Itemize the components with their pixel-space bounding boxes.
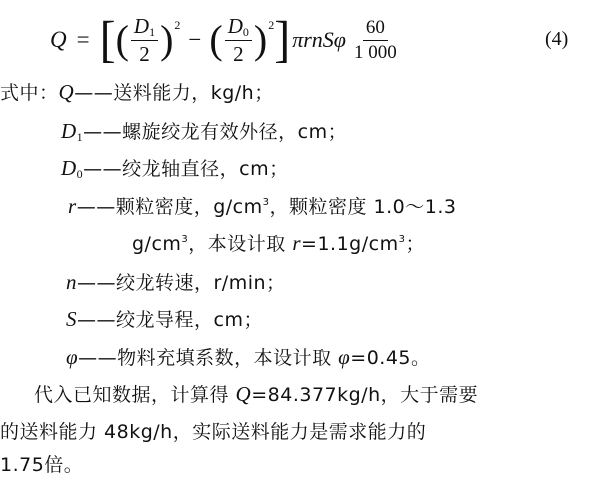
- def-r-cont-line: [132, 229, 425, 256]
- def-d0-sub: 0: [76, 167, 84, 181]
- para-line1-b: =84.377kg/h，大于需要: [251, 384, 479, 406]
- eq-d0-var: D: [227, 13, 243, 38]
- def-r-line: [68, 192, 456, 219]
- def-intro: 式中：: [0, 82, 59, 104]
- def-d1-text: ——螺旋绞龙有效外径，cm；: [83, 121, 348, 143]
- eq-frac-d0-numerator: [225, 15, 252, 42]
- def-phi-var-2: φ: [338, 345, 351, 369]
- def-d1-sub: 1: [76, 130, 84, 144]
- def-d0-text: ——绞龙轴直径，cm；: [83, 158, 289, 180]
- eq-bracket-open: [: [99, 11, 116, 68]
- def-r-cont-2: ，本设计取: [188, 233, 293, 255]
- eq-frac-d1-numerator: [131, 15, 158, 42]
- def-r-cont-3: =1.1g/cm: [301, 233, 399, 255]
- eq-frac-1000: 1 000: [353, 41, 397, 63]
- eq-minus: −: [188, 27, 202, 52]
- equation-number: (4): [545, 28, 569, 50]
- def-r-var: r: [68, 194, 77, 218]
- def-r-sup-1: 3: [262, 197, 270, 208]
- def-d1-var: D: [61, 119, 77, 143]
- def-s-var: S: [66, 307, 77, 331]
- def-r-cont-1: g/cm: [132, 233, 182, 255]
- def-phi-text-2: =0.45。: [350, 347, 431, 369]
- eq-paren-close-1: ): [160, 17, 174, 62]
- def-r-text-1: ——颗粒密度，g/cm: [76, 196, 263, 218]
- eq-frac-d1-over-2: [131, 15, 158, 66]
- eq-lhs-q: Q: [50, 27, 67, 52]
- def-d1-line: [61, 117, 347, 145]
- def-phi-var: φ: [66, 345, 79, 369]
- eq-frac-60-over-1000: [354, 18, 397, 63]
- def-q-line: [0, 78, 274, 105]
- eq-equals: =: [76, 27, 90, 52]
- def-n-var: n: [66, 270, 77, 294]
- eq-frac-60: 60: [363, 18, 388, 41]
- eq-square-1: 2: [174, 18, 181, 32]
- eq-d1-sub: 1: [149, 24, 156, 39]
- def-q-var: Q: [58, 80, 75, 104]
- eq-square-2: 2: [268, 18, 275, 32]
- def-q-text: ——送料能力，kg/h；: [74, 82, 274, 104]
- eq-paren-open-1: (: [115, 17, 129, 62]
- eq-frac-d0-denominator: 2: [233, 42, 244, 67]
- def-r-cont-sup-1: 3: [181, 234, 189, 245]
- eq-tail-variables: πrnSφ: [292, 27, 346, 52]
- equation-4: [50, 11, 399, 68]
- def-s-line: [66, 305, 263, 332]
- def-d0-var: D: [61, 156, 77, 180]
- eq-bracket-close: ]: [274, 11, 291, 68]
- def-n-line: [66, 268, 286, 295]
- def-phi-text-1: ——物料充填系数，本设计取: [78, 347, 339, 369]
- def-d0-line: [61, 154, 289, 182]
- def-r-cont-4: ；: [405, 233, 425, 255]
- def-r-cont-var: r: [292, 231, 302, 255]
- def-s-text: ——绞龙导程，cm；: [77, 309, 263, 331]
- eq-frac-d1-denominator: 2: [139, 42, 150, 67]
- def-r-cont-sup-2: 3: [398, 234, 406, 245]
- paragraph-line-1: [34, 380, 478, 407]
- eq-frac-d0-over-2: [225, 15, 252, 66]
- def-r-text-2: ，颗粒密度 1.0～1.3: [269, 196, 457, 218]
- eq-d1-var: D: [133, 13, 150, 38]
- eq-paren-open-2: (: [209, 17, 223, 62]
- def-n-text: ——绞龙转速，r/min；: [77, 272, 286, 294]
- paragraph-line-2: 的送料能力 48kg/h，实际送料能力是需求能力的: [0, 421, 427, 443]
- def-phi-line: [66, 343, 431, 370]
- eq-paren-close-2: ): [253, 17, 268, 62]
- eq-d0-sub: 0: [242, 24, 249, 39]
- para-line1-var: Q: [235, 382, 252, 406]
- paragraph-line-3: 1.75倍。: [0, 454, 84, 476]
- para-line1-a: 代入已知数据，计算得: [34, 384, 236, 406]
